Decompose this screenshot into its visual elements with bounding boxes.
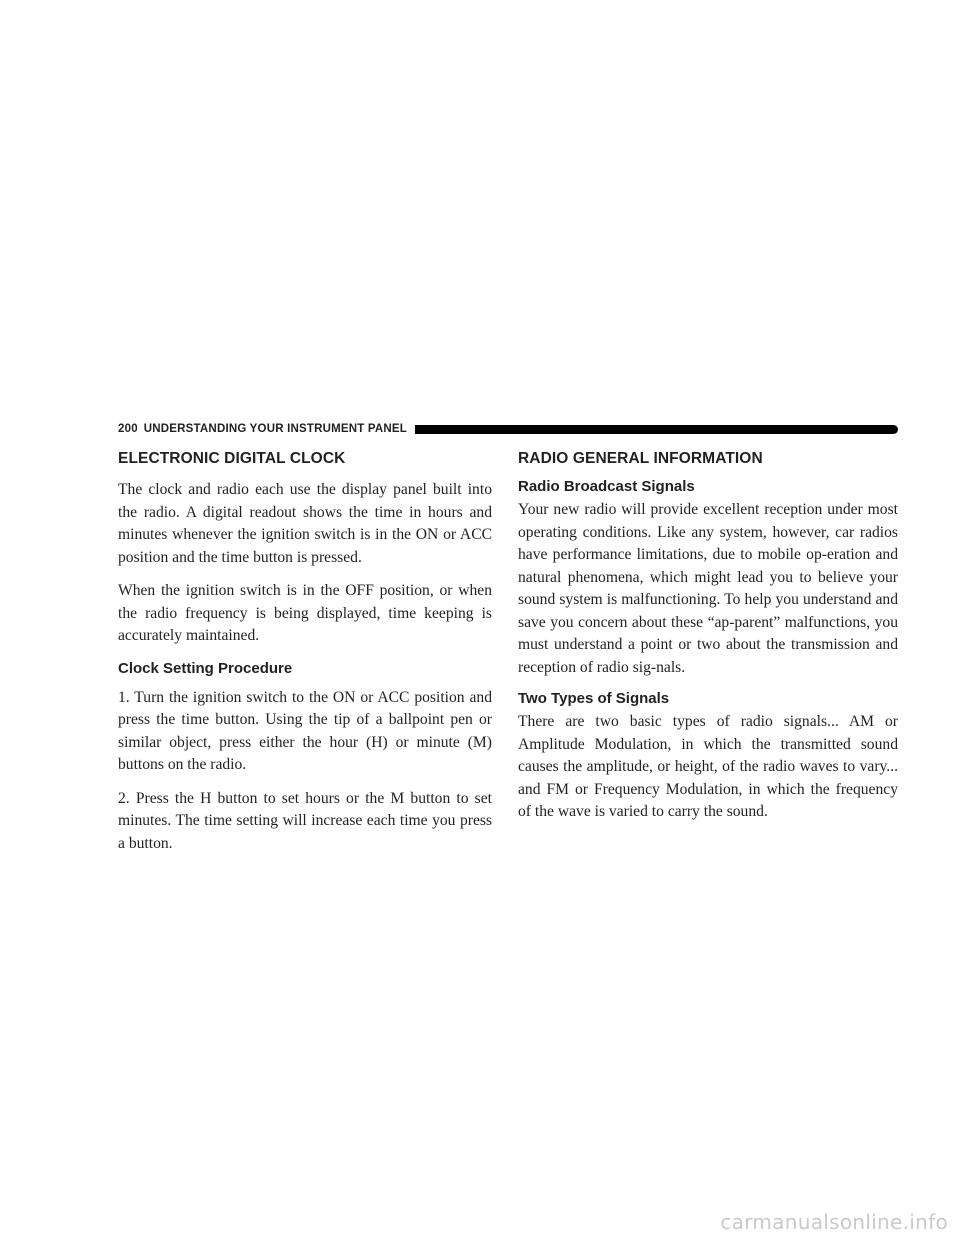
- signal-types-paragraph: There are two basic types of radio signals... AM or Amplitude Modulation, in which the transmitted sound causes the amplitude, or height, of the radio waves to vary... and FM or Frequency Modulation, in which the frequency of the wave is varied to carry the sound.: [518, 713, 898, 820]
- page-header: [118, 421, 898, 437]
- section-title: UNDERSTANDING YOUR INSTRUMENT PANEL: [143, 423, 407, 435]
- broadcast-signals-subheading: Radio Broadcast Signals: [518, 478, 695, 495]
- clock-setting-subheading: Clock Setting Procedure: [118, 659, 293, 677]
- clock-intro-paragraph: The clock and radio each use the display panel built into the radio. A digital readout shows the time in hours and minutes whenever the ignition switch is in the ON or ACC position and the time button is pressed.: [118, 481, 492, 566]
- signal-types-subheading: Two Types of Signals: [518, 690, 670, 707]
- header-rule: [415, 425, 898, 434]
- right-column: [518, 449, 898, 834]
- page-number: 200: [118, 423, 138, 435]
- clock-timekeeping-paragraph: When the ignition switch is in the OFF position, or when the radio frequency is being displayed, time keeping is accurately maintained.: [118, 582, 492, 644]
- clock-step-2: 2. Press the H button to set hours or the M button to set minutes. The time setting will increase each time you press a button.: [118, 789, 492, 852]
- radio-heading: RADIO GENERAL INFORMATION: [518, 450, 763, 467]
- clock-heading: ELECTRONIC DIGITAL CLOCK: [118, 450, 346, 467]
- watermark-text: carmanualsonline.info: [720, 1210, 948, 1234]
- clock-step-1: 1. Turn the ignition switch to the ON or ACC position and press the time button. Using the tip of a ballpoint pen or similar object, press either the hour (H) or minute (M) buttons on the radio.: [118, 688, 492, 773]
- left-column: [118, 449, 492, 866]
- broadcast-signals-paragraph: Your new radio will provide excellent reception under most operating conditions. Like any system, however, car radios have performance limitations, due to mobile op-eration and natural phenomena, which might lead you to believe your sound system is malfunctioning. To help you understand and save you concern about these “ap-parent” malfunctions, you must understand a point or two about the transmission and reception of radio sig-nals.: [518, 501, 898, 676]
